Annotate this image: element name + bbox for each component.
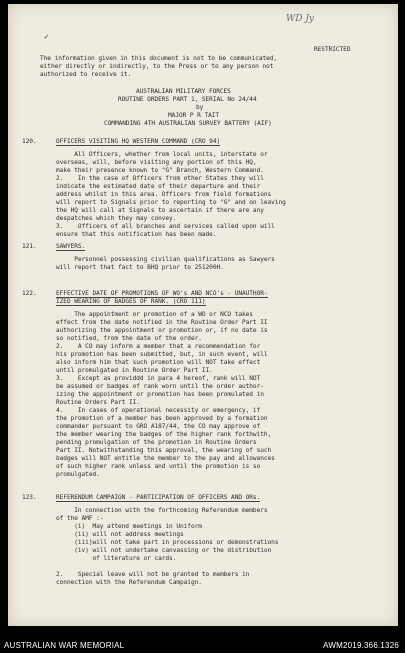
body-line: 4. In cases of operational necessity or emergency, if: [56, 407, 261, 414]
body-line: also inform him that such promotion will NOT take effect: [56, 359, 261, 366]
body-line: (i) May attend meetings in Uniform: [56, 523, 202, 530]
section-title: OFFICERS VISITING HQ WESTERN COMMAND (CRO 94): [56, 138, 221, 145]
section-title-cont: IZED WEARING OF BADGES OF RANK. (CRO 111): [56, 298, 206, 305]
restricted-marking: RESTRICTED: [314, 46, 351, 53]
body-line: Routine Orders Part II.: [56, 399, 140, 406]
title-underline: [56, 501, 260, 502]
corner-mark: ✓: [44, 32, 49, 41]
footer-bar: [0, 638, 405, 653]
body-line: 3. Except as providdd in para 4 hereof, rank will NOT: [56, 375, 261, 382]
body-line: indicate the estimated date of their departure and their: [56, 183, 261, 190]
body-line: the promotion of a member has been approved by a formation: [56, 415, 268, 422]
body-line: address whilst in this area. Officers from field formations: [56, 191, 272, 198]
heading-line-5: COMMANDING 4TH AUSTRALIAN SURVEY BATTERY (AIF): [104, 120, 272, 127]
body-line: The appointment or promotion of a WO or NCO takes: [56, 311, 253, 318]
section-number: 123.: [22, 494, 37, 501]
body-line: his promotion has been submitted, but, in such event, will: [56, 351, 268, 358]
section-number: 120.: [22, 138, 37, 145]
body-line: Part II. Notwithstanding this approval, the wearing of such: [56, 447, 272, 454]
heading-line-2: ROUTINE ORDERS PART 1, SERIAL No 24/44: [118, 96, 257, 103]
body-line: ensure that this notification has been made.: [56, 231, 217, 238]
notice-line: The information given in this document is not to be communicated,: [40, 55, 278, 62]
title-underline: [56, 250, 85, 251]
document-page: [8, 4, 398, 626]
notice-line: authorized to receive it.: [40, 71, 132, 78]
body-line: All Officers, whether from local units, interstate or: [56, 151, 268, 158]
body-line: the HQ will call at Signals to ascertain if there are any: [56, 207, 264, 214]
body-line: 3. Officers of all branches and services called upon will: [56, 223, 275, 230]
title-underline: [56, 145, 220, 146]
body-line: the member wearing the badges of the higher rank forthwith,: [56, 431, 272, 438]
body-line: connection with the Referendum Campaign.: [56, 579, 202, 586]
body-line: (iv) will not undertake canvassing or the distribution: [56, 547, 272, 554]
body-line: 2. A CO may inform a member that a recommendation for: [56, 343, 261, 350]
body-line: In connection with the forthcoming Referendum members: [56, 507, 268, 514]
heading-line-3: by: [196, 104, 204, 111]
body-line: despatches which they may convey.: [56, 215, 177, 222]
body-line: so notified, from the date of the order.: [56, 335, 202, 342]
notice-line: either directly or indirectly, to the Press or to any person not: [40, 63, 274, 70]
body-line: of the AMF :-: [56, 515, 104, 522]
body-line: authorizing the appointment or promotion or, if no date is: [56, 327, 268, 334]
body-line: Personnel possessing civilian qualifications as Sawyers: [56, 256, 275, 263]
body-line: badges will NOT entitle the member to the pay and allowances: [56, 455, 275, 462]
title-underline: [56, 305, 206, 306]
body-line: 2. Special leave will not be granted to members in: [56, 571, 250, 578]
footer-credit: AUSTRALIAN WAR MEMORIAL: [4, 641, 125, 650]
body-line: (ii) will not address meetings: [56, 531, 184, 538]
section-number: 122.: [22, 290, 37, 297]
section-number: 121.: [22, 243, 37, 250]
heading-line-4: MAJOR P R TAIT: [168, 112, 220, 119]
body-line: until promulgated in Routine Order Part II.: [56, 367, 213, 374]
body-line: pending promulgation of the promotion in Routine Orders: [56, 439, 257, 446]
section-title: REFERENDUM CAMPAIGN - PARTICIPATION OF OFFICERS AND ORs.: [56, 494, 261, 501]
body-line: effect from the date notified in the Routine Order Part II: [56, 319, 268, 326]
body-line: 2. In the case of Officers from other States they will: [56, 175, 264, 182]
footer-accession: AWM2019.366.1326: [323, 641, 399, 650]
section-title: EFFECTIVE DATE OF PROMOTIONS OF WO's AND NCO's - UNAUTHOR-: [56, 290, 268, 297]
body-line: commander pursuant to GRO A187/44, the CO may approve of: [56, 423, 261, 430]
body-line: be assumed or badges of rank worn until the order author-: [56, 383, 264, 390]
body-line: make their presence known to "G" Branch, Western Command.: [56, 167, 264, 174]
body-line: will report to Signals prior to reporting to "G" and on leaving: [56, 199, 286, 206]
body-line: overseas, will, before visiting any portion of this HQ,: [56, 159, 257, 166]
body-line: promulgated.: [56, 471, 100, 478]
heading-line-1: AUSTRALIAN MILITARY FORCES: [136, 88, 231, 95]
body-line: of such higher rank unless and until the promotion is so: [56, 463, 261, 470]
body-line: (iii)will not take part in processions or demonstrations: [56, 539, 279, 546]
body-line: of literature or cards.: [56, 555, 177, 562]
body-line: izing the appointment or promotion has been promulated in: [56, 391, 264, 398]
body-line: will report that fact to BHQ prior to 251200H.: [56, 264, 224, 271]
section-title: SAWYERS.: [56, 243, 86, 250]
handwritten-note: WD Jy: [286, 14, 315, 24]
